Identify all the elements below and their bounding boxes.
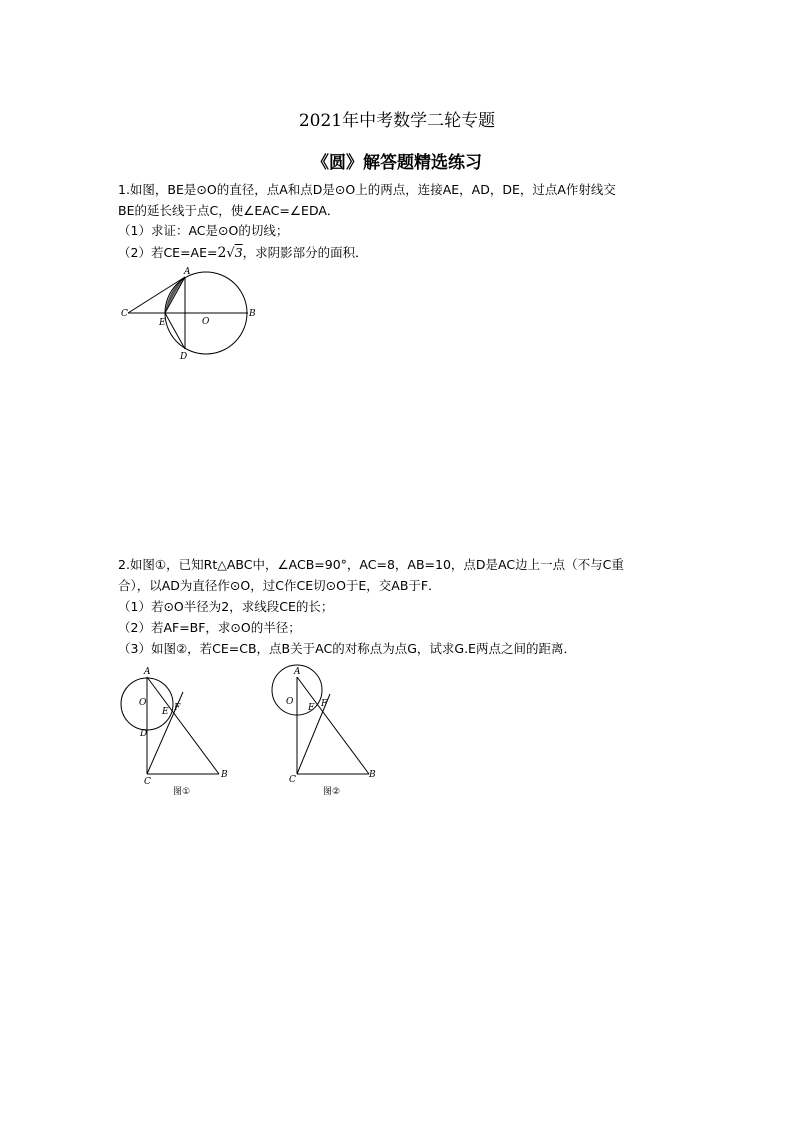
label-f: F	[174, 703, 181, 713]
q1-part2-coef: 2	[217, 245, 227, 261]
page-title: 2021年中考数学二轮专题	[298, 111, 496, 131]
caption-fig1: 图①	[173, 787, 191, 797]
q2-part1: （1）若⊙O半径为2，求线段CE的长；	[118, 599, 334, 614]
line-ed	[165, 313, 185, 349]
q1-part2-radicand: 3	[234, 245, 243, 260]
q2-part2: （2）若AF=BF，求⊙O的半径；	[118, 620, 301, 635]
label-a: A	[144, 667, 151, 677]
label-o: O	[286, 697, 294, 707]
label-a: A	[294, 667, 301, 677]
label-b: B	[221, 770, 228, 780]
q1-part1: （1）求证：AC是⊙O的切线；	[118, 223, 289, 238]
label-f: F	[321, 699, 328, 709]
page-subtitle: 《圆》解答题精选练习	[312, 153, 482, 173]
line-ab	[297, 677, 369, 774]
sqrt-symbol: √	[226, 246, 235, 261]
label-c: C	[289, 775, 296, 785]
q2-figure-1	[118, 664, 238, 799]
label-d: D	[180, 352, 188, 362]
caption-fig2: 图②	[323, 787, 341, 797]
q1-part2	[118, 244, 368, 263]
q1-statement-line2: BE的延长线于点C，使∠EAC=∠EDA．	[118, 203, 340, 218]
q2-statement-line2: 合），以AD为直径作⊙O，过C作CE切⊙O于E，交AB于F．	[118, 578, 441, 593]
label-e: E	[159, 318, 166, 328]
q2-part3: （3）如图②，若CE=CB，点B关于AC的对称点为点G，试求G.E两点之间的距离．	[118, 641, 576, 656]
q1-statement-line1: 1.如图，BE是⊙O的直径，点A和点D是⊙O上的两点，连接AE，AD，DE，过点A作射线交	[118, 182, 616, 197]
line-ca	[128, 277, 185, 313]
label-b: B	[249, 309, 256, 319]
line-ea	[165, 277, 185, 313]
q2-figure-2	[268, 664, 388, 799]
q1-figure	[118, 265, 268, 365]
label-c: C	[121, 309, 128, 319]
q1-part2-pre: （2）若CE=AE=	[118, 245, 218, 260]
label-c: C	[144, 777, 151, 787]
label-a: A	[184, 267, 191, 277]
label-b: B	[369, 770, 376, 780]
label-d: D	[140, 729, 148, 739]
line-ab	[147, 677, 219, 774]
label-o: O	[139, 698, 147, 708]
q1-part2-post: ，求阴影部分的面积．	[242, 245, 368, 260]
q2-statement-line1: 2.如图①，已知Rt△ABC中，∠ACB=90°，AC=8，AB=10，点D是AC边上一点（不与C重	[118, 557, 624, 572]
label-e: E	[162, 707, 169, 717]
label-e: E	[308, 703, 315, 713]
label-o: O	[202, 317, 210, 327]
